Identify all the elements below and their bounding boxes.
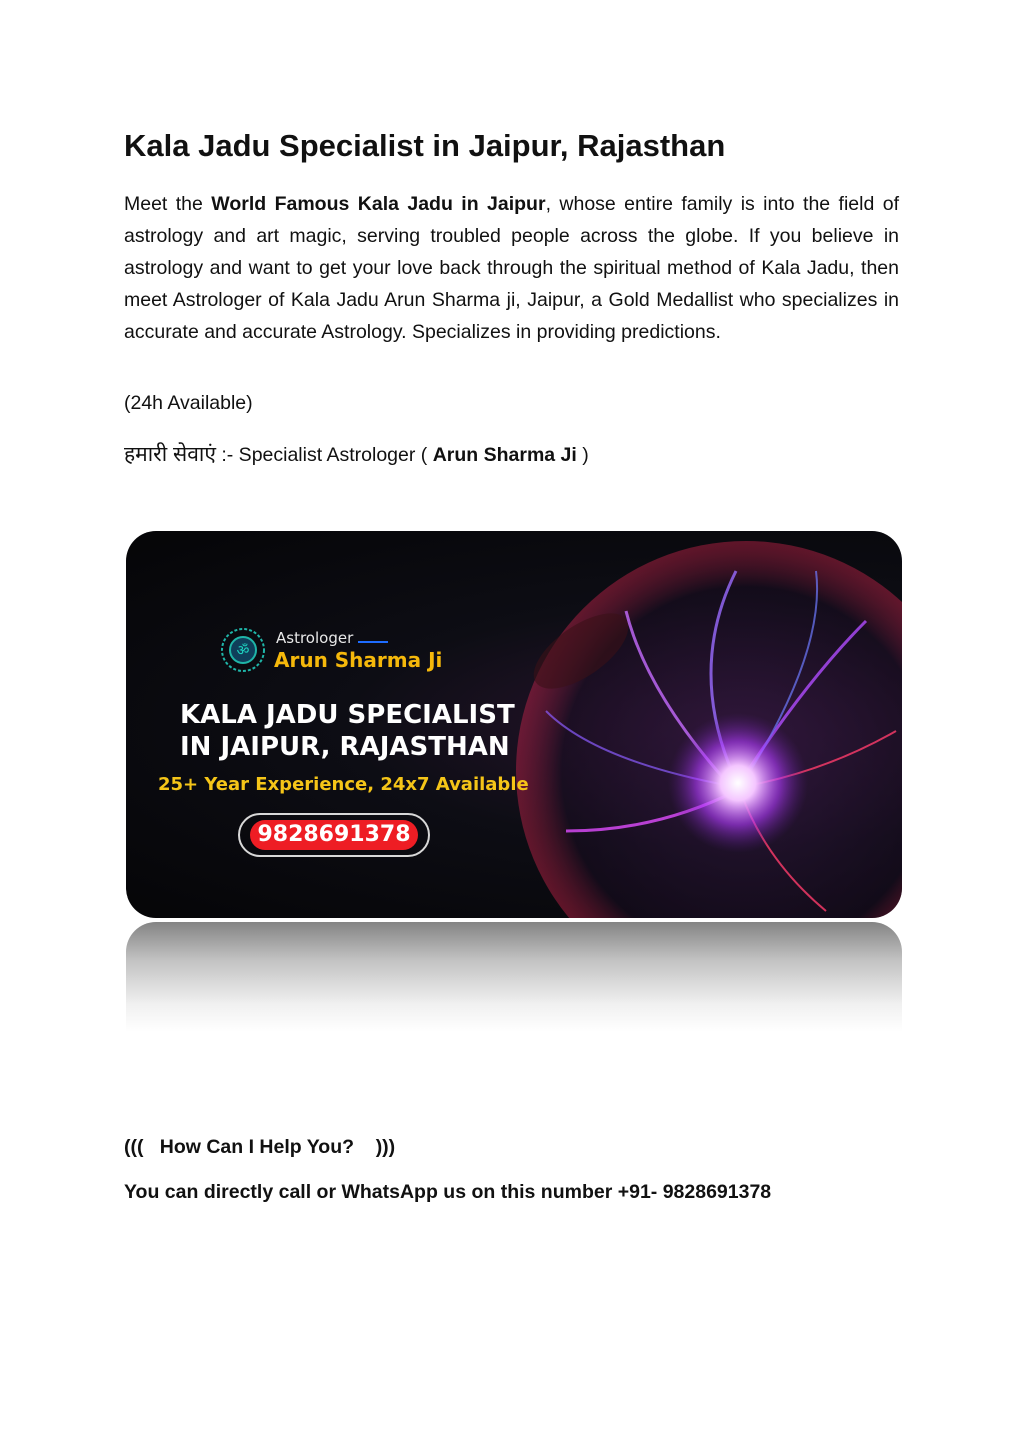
intro-highlight: World Famous Kala Jadu in Jaipur bbox=[211, 193, 546, 215]
banner-reflection bbox=[126, 922, 902, 1032]
logo-subtitle: Astrologer bbox=[276, 629, 354, 647]
om-logo-icon bbox=[220, 627, 266, 673]
phone-button[interactable] bbox=[238, 813, 430, 857]
services-separator: :- Specialist Astrologer ( bbox=[215, 444, 433, 466]
logo-name: Arun Sharma Ji bbox=[274, 648, 443, 672]
astrologer-name: Arun Sharma Ji bbox=[432, 444, 577, 466]
help-heading: ((( How Can I Help You? ))) bbox=[124, 1136, 396, 1158]
contact-line: You can directly call or WhatsApp us on this number +91- 9828691378 bbox=[124, 1181, 772, 1203]
services-close: ) bbox=[576, 444, 589, 466]
services-hindi-label: हमारी सेवाएं bbox=[124, 443, 216, 466]
promo-banner bbox=[126, 531, 902, 918]
intro-text-start: Meet the bbox=[124, 193, 212, 215]
intro-paragraph bbox=[124, 188, 899, 348]
svg-text:ॐ: ॐ bbox=[236, 643, 250, 659]
page-title: Kala Jadu Specialist in Jaipur, Rajasthan bbox=[124, 128, 726, 163]
logo-underline bbox=[358, 641, 388, 643]
availability-note: (24h Available) bbox=[124, 392, 253, 414]
phone-number: 9828691378 bbox=[250, 820, 418, 850]
banner-subtitle: 25+ Year Experience, 24x7 Available bbox=[158, 774, 529, 795]
banner-title: KALA JADU SPECIALIST IN JAIPUR, RAJASTHAN bbox=[180, 700, 515, 762]
services-line bbox=[124, 440, 589, 468]
intro-text-rest: , whose entire family is into the field of astrology and art magic, serving troubled people across the globe. If you believe in astrology and want to get your love back through the spiritual method of Kala Jadu, then meet Astrologer of Kala Jadu Arun Sharma ji, Jaipur, a Gold Medallist who specializes in accurate and accurate Astrology. Specializes in providing predictions. bbox=[124, 193, 900, 343]
